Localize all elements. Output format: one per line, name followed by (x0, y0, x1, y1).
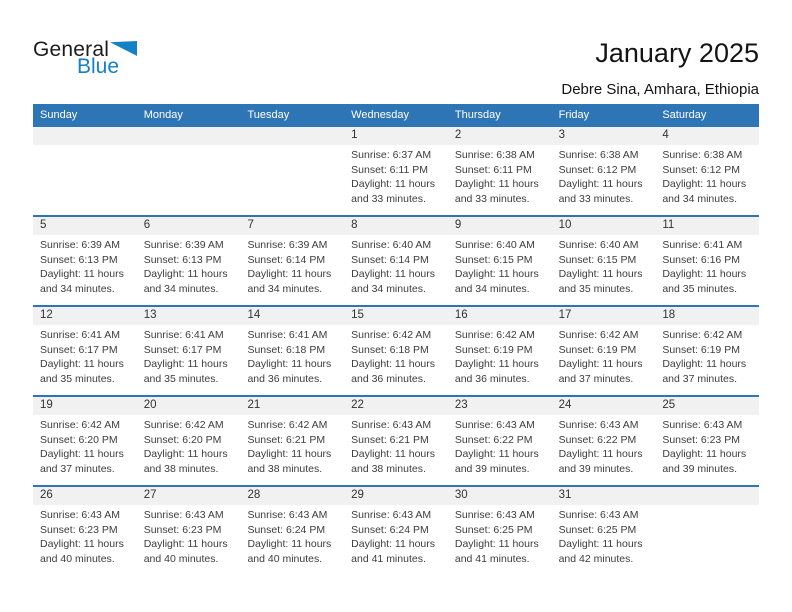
day-number: 3 (552, 127, 656, 145)
daylight-text-line1: Daylight: 11 hours (351, 268, 436, 280)
sunrise-text: Sunrise: 6:43 AM (40, 509, 120, 521)
day-details (33, 325, 137, 386)
day-details (655, 415, 759, 476)
day-details (33, 235, 137, 296)
daylight-text-line1: Daylight: 11 hours (454, 178, 539, 190)
sunset-text: Sunset: 6:19 PM (454, 343, 533, 356)
day-number: 21 (240, 397, 344, 415)
day-details (344, 325, 448, 386)
day-details (448, 325, 552, 386)
sunset-text: Sunset: 6:11 PM (351, 163, 429, 176)
daylight-text-line1: Daylight: 11 hours (40, 268, 124, 280)
sunset-text: Sunset: 6:21 PM (247, 433, 326, 446)
sunrise-text: Sunrise: 6:43 AM (143, 509, 224, 521)
sunrise-text: Sunrise: 6:37 AM (351, 149, 432, 161)
sunset-text: Sunset: 6:12 PM (558, 163, 637, 176)
sunrise-text: Sunrise: 6:42 AM (40, 419, 120, 431)
sunset-text: Sunset: 6:13 PM (40, 253, 118, 266)
day-number: 20 (137, 397, 241, 415)
weekday-header-row (33, 104, 759, 125)
day-number: 23 (448, 397, 552, 415)
sunrise-text: Sunrise: 6:42 AM (454, 329, 535, 341)
day-cell (655, 487, 759, 575)
day-cell (655, 307, 759, 395)
day-number: 16 (448, 307, 552, 325)
daylight-text-line1: Daylight: 11 hours (40, 358, 124, 370)
day-number: 6 (137, 217, 241, 235)
sunrise-text: Sunrise: 6:41 AM (247, 329, 328, 341)
day-details (33, 415, 137, 476)
day-cell (240, 307, 344, 395)
daylight-text-line2: and 39 minutes. (558, 462, 634, 475)
day-details (240, 505, 344, 566)
day-cell (344, 217, 448, 305)
day-cell (344, 487, 448, 575)
week-row-4 (33, 395, 759, 485)
day-cell (344, 127, 448, 215)
sunset-text: Sunset: 6:24 PM (351, 523, 429, 536)
day-number (137, 127, 241, 145)
week-row-3 (33, 305, 759, 395)
sunrise-text: Sunrise: 6:41 AM (143, 329, 224, 341)
daylight-text-line1: Daylight: 11 hours (247, 448, 332, 460)
day-number: 26 (33, 487, 137, 505)
sunrise-text: Sunrise: 6:43 AM (351, 509, 432, 521)
weekday-header-tuesday: Tuesday (247, 108, 290, 121)
day-cell (137, 217, 241, 305)
day-details (552, 505, 656, 566)
sunset-text: Sunset: 6:18 PM (247, 343, 326, 356)
day-cell (552, 307, 656, 395)
title-block (561, 40, 759, 98)
day-cell (33, 127, 137, 215)
daylight-text-line1: Daylight: 11 hours (558, 538, 643, 550)
daylight-text-line1: Daylight: 11 hours (351, 358, 436, 370)
day-number: 7 (240, 217, 344, 235)
day-details (240, 325, 344, 386)
day-number: 31 (552, 487, 656, 505)
week-row-2 (33, 215, 759, 305)
daylight-text-line1: Daylight: 11 hours (662, 448, 747, 460)
calendar-grid (33, 104, 759, 575)
day-cell (344, 307, 448, 395)
daylight-text-line1: Daylight: 11 hours (143, 358, 228, 370)
daylight-text-line2: and 41 minutes. (454, 552, 530, 565)
day-cell (137, 397, 241, 485)
daylight-text-line2: and 39 minutes. (454, 462, 530, 475)
sunrise-text: Sunrise: 6:43 AM (558, 509, 639, 521)
day-number: 1 (344, 127, 448, 145)
day-cell (552, 487, 656, 575)
day-number: 24 (552, 397, 656, 415)
sunrise-text: Sunrise: 6:42 AM (662, 329, 743, 341)
day-details (344, 415, 448, 476)
day-cell (448, 307, 552, 395)
day-number: 30 (448, 487, 552, 505)
day-details (137, 415, 241, 476)
page-title: January 2025 (595, 38, 759, 68)
daylight-text-line2: and 36 minutes. (454, 372, 530, 385)
day-number: 28 (240, 487, 344, 505)
sunset-text: Sunset: 6:19 PM (558, 343, 637, 356)
weekday-header-saturday: Saturday (662, 108, 707, 121)
day-number (240, 127, 344, 145)
page-subtitle: Debre Sina, Amhara, Ethiopia (561, 81, 759, 98)
sunrise-text: Sunrise: 6:41 AM (662, 239, 743, 251)
sunrise-text: Sunrise: 6:40 AM (454, 239, 535, 251)
daylight-text-line2: and 39 minutes. (662, 462, 738, 475)
day-details (655, 505, 759, 508)
weekday-header-thursday: Thursday (454, 108, 501, 121)
sunset-text: Sunset: 6:25 PM (454, 523, 533, 536)
day-cell (33, 217, 137, 305)
day-number: 2 (448, 127, 552, 145)
daylight-text-line2: and 35 minutes. (143, 372, 219, 385)
sunset-text: Sunset: 6:21 PM (351, 433, 429, 446)
sunset-text: Sunset: 6:16 PM (662, 253, 740, 266)
day-number: 18 (655, 307, 759, 325)
sunset-text: Sunset: 6:25 PM (558, 523, 637, 536)
day-number: 4 (655, 127, 759, 145)
day-details (344, 235, 448, 296)
general-blue-logo (33, 38, 137, 79)
sunset-text: Sunset: 6:20 PM (40, 433, 118, 446)
day-details (240, 145, 344, 148)
daylight-text-line2: and 36 minutes. (247, 372, 323, 385)
sunset-text: Sunset: 6:22 PM (558, 433, 637, 446)
day-details (344, 145, 448, 206)
daylight-text-line1: Daylight: 11 hours (351, 178, 436, 190)
sunrise-text: Sunrise: 6:38 AM (662, 149, 743, 161)
daylight-text-line2: and 36 minutes. (351, 372, 426, 385)
daylight-text-line2: and 38 minutes. (351, 462, 426, 475)
daylight-text-line2: and 41 minutes. (351, 552, 426, 565)
weekday-header-sunday: Sunday (40, 108, 78, 121)
daylight-text-line1: Daylight: 11 hours (351, 448, 436, 460)
sunset-text: Sunset: 6:20 PM (143, 433, 222, 446)
daylight-text-line1: Daylight: 11 hours (143, 268, 228, 280)
weekday-header-friday: Friday (558, 108, 590, 121)
day-details (240, 415, 344, 476)
sunset-text: Sunset: 6:24 PM (247, 523, 326, 536)
day-cell (448, 217, 552, 305)
day-details (655, 325, 759, 386)
day-details (33, 145, 137, 148)
day-number: 22 (344, 397, 448, 415)
day-details (448, 145, 552, 206)
sunrise-text: Sunrise: 6:39 AM (143, 239, 224, 251)
day-details (448, 235, 552, 296)
daylight-text-line2: and 37 minutes. (662, 372, 738, 385)
day-number: 13 (137, 307, 241, 325)
sunset-text: Sunset: 6:14 PM (247, 253, 326, 266)
day-details (240, 235, 344, 296)
sunrise-text: Sunrise: 6:38 AM (558, 149, 639, 161)
day-cell (137, 127, 241, 215)
day-number: 9 (448, 217, 552, 235)
day-number (655, 487, 759, 505)
day-cell (33, 397, 137, 485)
sunrise-text: Sunrise: 6:41 AM (40, 329, 120, 341)
day-number: 29 (344, 487, 448, 505)
day-cell (240, 487, 344, 575)
day-number: 19 (33, 397, 137, 415)
daylight-text-line1: Daylight: 11 hours (40, 538, 124, 550)
sunrise-text: Sunrise: 6:43 AM (662, 419, 743, 431)
daylight-text-line2: and 40 minutes. (40, 552, 115, 565)
day-details (137, 505, 241, 566)
day-details (655, 145, 759, 206)
daylight-text-line1: Daylight: 11 hours (351, 538, 436, 550)
logo-text-general: General (33, 38, 110, 61)
day-details (448, 505, 552, 566)
daylight-text-line2: and 34 minutes. (143, 282, 219, 295)
daylight-text-line2: and 35 minutes. (40, 372, 115, 385)
week-row-5 (33, 485, 759, 575)
daylight-text-line2: and 37 minutes. (558, 372, 634, 385)
day-details (448, 415, 552, 476)
daylight-text-line2: and 34 minutes. (454, 282, 530, 295)
day-number (33, 127, 137, 145)
daylight-text-line2: and 38 minutes. (143, 462, 219, 475)
day-cell (448, 397, 552, 485)
day-details (33, 505, 137, 566)
sunrise-text: Sunrise: 6:42 AM (143, 419, 224, 431)
sunrise-text: Sunrise: 6:43 AM (454, 509, 535, 521)
daylight-text-line1: Daylight: 11 hours (662, 178, 747, 190)
daylight-text-line2: and 40 minutes. (143, 552, 219, 565)
daylight-text-line2: and 38 minutes. (247, 462, 323, 475)
daylight-text-line2: and 42 minutes. (558, 552, 634, 565)
sunset-text: Sunset: 6:23 PM (662, 433, 740, 446)
day-number: 8 (344, 217, 448, 235)
sunrise-text: Sunrise: 6:43 AM (558, 419, 639, 431)
sunrise-text: Sunrise: 6:43 AM (351, 419, 432, 431)
day-cell (655, 127, 759, 215)
day-cell (655, 397, 759, 485)
sunrise-text: Sunrise: 6:43 AM (454, 419, 535, 431)
daylight-text-line2: and 35 minutes. (558, 282, 634, 295)
daylight-text-line2: and 40 minutes. (247, 552, 323, 565)
daylight-text-line1: Daylight: 11 hours (454, 538, 539, 550)
daylight-text-line2: and 34 minutes. (662, 192, 738, 205)
logo-text-blue: Blue (77, 55, 120, 78)
sunrise-text: Sunrise: 6:43 AM (247, 509, 328, 521)
daylight-text-line2: and 33 minutes. (351, 192, 426, 205)
day-number: 12 (33, 307, 137, 325)
day-cell (552, 397, 656, 485)
day-details (552, 145, 656, 206)
sunset-text: Sunset: 6:14 PM (351, 253, 429, 266)
day-cell (655, 217, 759, 305)
daylight-text-line1: Daylight: 11 hours (247, 538, 332, 550)
sunset-text: Sunset: 6:13 PM (143, 253, 222, 266)
day-cell (552, 217, 656, 305)
sunset-text: Sunset: 6:11 PM (454, 163, 532, 176)
daylight-text-line1: Daylight: 11 hours (247, 358, 332, 370)
sunset-text: Sunset: 6:17 PM (40, 343, 118, 356)
daylight-text-line1: Daylight: 11 hours (454, 448, 539, 460)
week-row-1 (33, 125, 759, 215)
daylight-text-line2: and 34 minutes. (351, 282, 426, 295)
sunset-text: Sunset: 6:15 PM (454, 253, 533, 266)
day-cell (137, 307, 241, 395)
day-details (137, 325, 241, 386)
daylight-text-line1: Daylight: 11 hours (558, 178, 643, 190)
sunrise-text: Sunrise: 6:39 AM (247, 239, 328, 251)
day-number: 14 (240, 307, 344, 325)
sunset-text: Sunset: 6:18 PM (351, 343, 429, 356)
daylight-text-line1: Daylight: 11 hours (558, 448, 643, 460)
day-number: 25 (655, 397, 759, 415)
daylight-text-line1: Daylight: 11 hours (454, 268, 539, 280)
sunset-text: Sunset: 6:22 PM (454, 433, 533, 446)
sunset-text: Sunset: 6:23 PM (143, 523, 222, 536)
daylight-text-line1: Daylight: 11 hours (40, 448, 124, 460)
daylight-text-line2: and 35 minutes. (662, 282, 738, 295)
day-details (344, 505, 448, 566)
day-cell (240, 397, 344, 485)
day-number: 17 (552, 307, 656, 325)
day-details (552, 325, 656, 386)
daylight-text-line1: Daylight: 11 hours (454, 358, 539, 370)
logo-triangle-icon (110, 41, 137, 56)
sunset-text: Sunset: 6:17 PM (143, 343, 222, 356)
sunrise-text: Sunrise: 6:40 AM (558, 239, 639, 251)
daylight-text-line1: Daylight: 11 hours (247, 268, 332, 280)
daylight-text-line2: and 33 minutes. (558, 192, 634, 205)
weekday-header-wednesday: Wednesday (351, 108, 410, 121)
sunrise-text: Sunrise: 6:40 AM (351, 239, 432, 251)
daylight-text-line2: and 33 minutes. (454, 192, 530, 205)
daylight-text-line1: Daylight: 11 hours (558, 358, 643, 370)
daylight-text-line2: and 37 minutes. (40, 462, 115, 475)
daylight-text-line2: and 34 minutes. (247, 282, 323, 295)
day-number: 27 (137, 487, 241, 505)
daylight-text-line1: Daylight: 11 hours (558, 268, 643, 280)
sunrise-text: Sunrise: 6:38 AM (454, 149, 535, 161)
day-number: 10 (552, 217, 656, 235)
day-details (137, 145, 241, 148)
day-details (655, 235, 759, 296)
day-cell (344, 397, 448, 485)
weekday-header-monday: Monday (143, 108, 183, 121)
day-number: 11 (655, 217, 759, 235)
daylight-text-line1: Daylight: 11 hours (143, 538, 228, 550)
day-details (552, 415, 656, 476)
daylight-text-line1: Daylight: 11 hours (143, 448, 228, 460)
sunrise-text: Sunrise: 6:42 AM (558, 329, 639, 341)
day-details (552, 235, 656, 296)
daylight-text-line2: and 34 minutes. (40, 282, 115, 295)
day-cell (240, 127, 344, 215)
sunset-text: Sunset: 6:12 PM (662, 163, 740, 176)
sunrise-text: Sunrise: 6:39 AM (40, 239, 120, 251)
day-cell (33, 487, 137, 575)
day-cell (448, 487, 552, 575)
sunset-text: Sunset: 6:15 PM (558, 253, 637, 266)
day-cell (552, 127, 656, 215)
sunrise-text: Sunrise: 6:42 AM (247, 419, 328, 431)
sunset-text: Sunset: 6:19 PM (662, 343, 740, 356)
day-number: 15 (344, 307, 448, 325)
daylight-text-line1: Daylight: 11 hours (662, 268, 747, 280)
day-cell (448, 127, 552, 215)
day-cell (137, 487, 241, 575)
day-cell (33, 307, 137, 395)
day-cell (240, 217, 344, 305)
day-number: 5 (33, 217, 137, 235)
day-details (137, 235, 241, 296)
sunset-text: Sunset: 6:23 PM (40, 523, 118, 536)
sunrise-text: Sunrise: 6:42 AM (351, 329, 432, 341)
daylight-text-line1: Daylight: 11 hours (662, 358, 747, 370)
